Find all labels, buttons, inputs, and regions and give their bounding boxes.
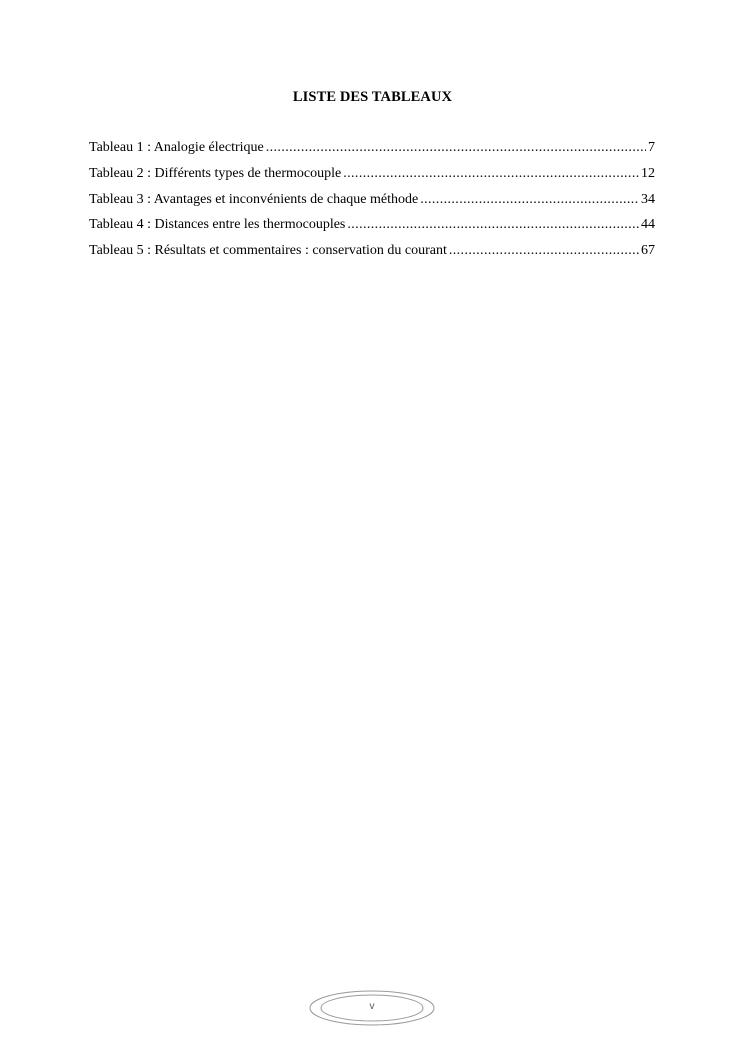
list-of-tables — [89, 140, 655, 269]
toc-entry-page: 34 — [641, 191, 655, 207]
page-number: v — [369, 1001, 375, 1012]
toc-entry-label: Tableau 1 : Analogie électrique — [89, 140, 264, 155]
toc-leader-dots — [343, 166, 639, 182]
toc-leader-dots — [449, 243, 639, 259]
toc-leader-dots — [266, 140, 646, 156]
toc-entry-page: 44 — [641, 217, 655, 233]
toc-leader-dots — [420, 192, 639, 208]
toc-entry-label: Tableau 2 : Différents types de thermocouple — [89, 165, 342, 181]
toc-entry-tableau-4[interactable] — [89, 217, 655, 243]
page-number-badge — [309, 990, 435, 1026]
toc-entry-tableau-2[interactable] — [89, 166, 655, 192]
toc-entry-tableau-5[interactable] — [89, 243, 655, 269]
toc-leader-dots — [347, 217, 639, 233]
toc-entry-label: Tableau 4 : Distances entre les thermocouples — [89, 217, 346, 233]
toc-entry-label: Tableau 3 : Avantages et inconvénients de chaque méthode — [89, 191, 419, 207]
toc-entry-page: 67 — [641, 243, 655, 259]
toc-entry-page: 12 — [641, 165, 655, 181]
page-title: LISTE DES TABLEAUX — [292, 89, 453, 105]
toc-entry-tableau-3[interactable] — [89, 192, 655, 218]
toc-entry-label: Tableau 5 : Résultats et commentaires : conservation du courant — [89, 243, 447, 259]
toc-entry-tableau-1[interactable] — [89, 140, 655, 166]
toc-entry-page: 7 — [648, 140, 655, 155]
